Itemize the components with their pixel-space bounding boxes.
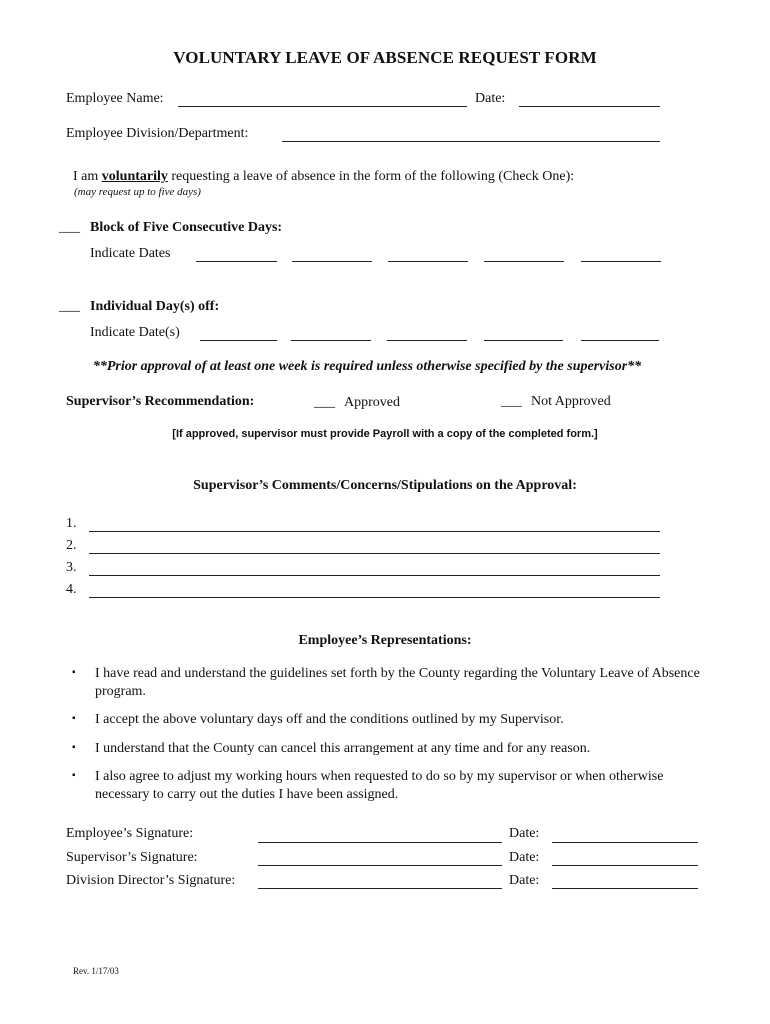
- bullet-icon: ▪: [72, 667, 76, 678]
- approved-checkbox[interactable]: ___: [314, 395, 335, 410]
- division-field[interactable]: [282, 141, 660, 142]
- block-date-field-1[interactable]: [196, 261, 277, 262]
- employee-signature-label: Employee’s Signature:: [66, 826, 194, 841]
- request-emphasis: voluntarily: [101, 169, 168, 184]
- comments-heading: Supervisor’s Comments/Concerns/Stipulations on the Approval:: [193, 478, 577, 493]
- employee-signature-date-field[interactable]: [552, 842, 698, 843]
- recommendation-label: Supervisor’s Recommendation:: [66, 394, 255, 409]
- request-note: (may request up to five days): [74, 186, 201, 198]
- comment-number-2: 2.: [66, 538, 77, 553]
- director-signature-date-label: Date:: [509, 873, 540, 888]
- date-field[interactable]: [519, 106, 660, 107]
- comment-line-1[interactable]: [89, 531, 660, 532]
- supervisor-signature-date-field[interactable]: [552, 865, 698, 866]
- representations-heading: Employee’s Representations:: [298, 633, 472, 648]
- block-date-field-2[interactable]: [292, 261, 372, 262]
- supervisor-signature-label: Supervisor’s Signature:: [66, 850, 198, 865]
- request-prefix: I am: [73, 169, 99, 184]
- bullet-icon: ▪: [72, 770, 76, 781]
- representation-3: I understand that the County can cancel this arrangement at any time and for any reason.: [95, 741, 591, 756]
- block-date-field-3[interactable]: [388, 261, 468, 262]
- supervisor-signature-date-label: Date:: [509, 850, 540, 865]
- payroll-note: [If approved, supervisor must provide Payroll with a copy of the completed form.]: [172, 428, 598, 440]
- block-option-label: Block of Five Consecutive Days:: [90, 220, 283, 235]
- date-label: Date:: [475, 91, 506, 106]
- employee-signature-date-label: Date:: [509, 826, 540, 841]
- employee-name-label: Employee Name:: [66, 91, 164, 106]
- block-option-checkbox[interactable]: ___: [59, 220, 80, 235]
- comment-line-3[interactable]: [89, 575, 660, 576]
- comment-number-4: 4.: [66, 582, 77, 597]
- individual-date-field-1[interactable]: [200, 340, 277, 341]
- request-sentence: [73, 169, 574, 185]
- comment-line-4[interactable]: [89, 597, 660, 598]
- individual-date-field-2[interactable]: [291, 340, 371, 341]
- individual-option-label: Individual Day(s) off:: [90, 299, 220, 314]
- division-label: Employee Division/Department:: [66, 126, 249, 141]
- individual-indicate-label: Indicate Date(s): [90, 325, 180, 340]
- approved-label: Approved: [344, 395, 400, 410]
- employee-name-field[interactable]: [178, 106, 467, 107]
- director-signature-field[interactable]: [258, 888, 502, 889]
- bullet-icon: ▪: [72, 742, 76, 753]
- employee-signature-field[interactable]: [258, 842, 502, 843]
- individual-date-field-5[interactable]: [581, 340, 659, 341]
- director-signature-label: Division Director’s Signature:: [66, 873, 236, 888]
- individual-date-field-3[interactable]: [387, 340, 467, 341]
- comment-line-2[interactable]: [89, 553, 660, 554]
- block-indicate-label: Indicate Dates: [90, 246, 171, 261]
- request-suffix: requesting a leave of absence in the form of the following (Check One):: [171, 169, 575, 184]
- comment-number-3: 3.: [66, 560, 77, 575]
- revision-note: Rev. 1/17/03: [73, 966, 119, 976]
- block-date-field-4[interactable]: [484, 261, 564, 262]
- not-approved-checkbox[interactable]: ___: [501, 394, 522, 409]
- representation-1: I have read and understand the guidelines set forth by the County regarding the Voluntary Leave of Absence program.: [95, 666, 700, 699]
- form-title: VOLUNTARY LEAVE OF ABSENCE REQUEST FORM: [173, 48, 597, 67]
- bullet-icon: ▪: [72, 713, 76, 724]
- supervisor-signature-field[interactable]: [258, 865, 502, 866]
- representation-4: I also agree to adjust my working hours when requested to do so by my supervisor or when otherwise necessary to carry out the duties I have been assigned.: [95, 769, 664, 802]
- representation-2: I accept the above voluntary days off and the conditions outlined by my Supervisor.: [95, 712, 564, 727]
- block-date-field-5[interactable]: [581, 261, 661, 262]
- director-signature-date-field[interactable]: [552, 888, 698, 889]
- individual-date-field-4[interactable]: [484, 340, 563, 341]
- not-approved-label: Not Approved: [531, 394, 611, 409]
- comment-number-1: 1.: [66, 516, 77, 531]
- individual-option-checkbox[interactable]: ___: [59, 299, 80, 314]
- prior-approval-note: **Prior approval of at least one week is required unless otherwise specified by the supervisor**: [92, 359, 642, 374]
